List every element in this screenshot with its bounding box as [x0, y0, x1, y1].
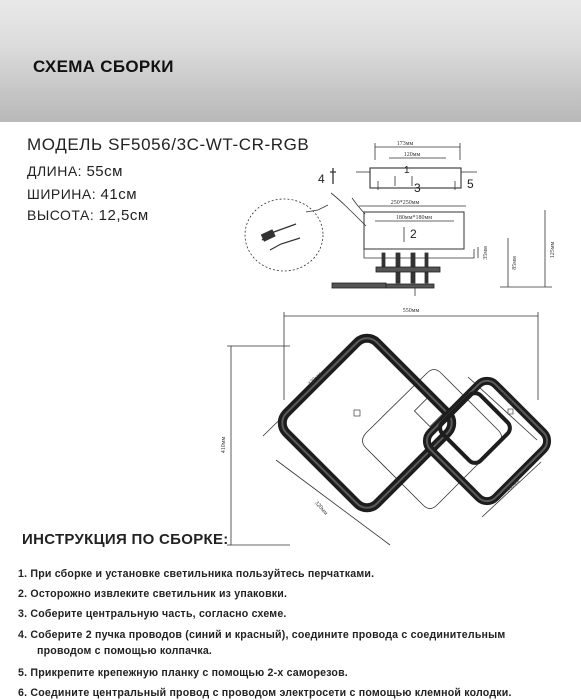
dim-label: 200мм — [505, 478, 522, 495]
callout-3: 3 — [414, 181, 421, 195]
spec-value: 12,5см — [98, 207, 149, 224]
dim-label: 200мм — [498, 391, 515, 408]
large-frame — [276, 332, 457, 513]
dim-label: 120мм — [403, 152, 421, 158]
step-text: 4. Соберите 2 пучка проводов (синий и красный), соедините провода с соединительным — [18, 629, 506, 641]
callout-2: 2 — [410, 227, 417, 241]
dim-label: 125мм — [550, 241, 556, 259]
model-title: МОДЕЛЬ SF5056/3C-WT-CR-RGB — [27, 135, 310, 154]
spec-label: ВЫСОТА: — [27, 207, 95, 223]
spec-value: 41см — [100, 186, 138, 203]
list-item: 3. Соберите центральную часть, согласно схеме. — [18, 608, 287, 620]
step-continuation: проводом с помощью колпачка. — [37, 645, 213, 657]
callout-4: 4 — [318, 172, 325, 186]
list-item: 6. Соедините центральный провод с проводом электросети с помощью клемной колодки. — [18, 687, 512, 699]
list-item: 2. Осторожно извлеките светильник из упаковки. — [18, 588, 288, 600]
dim-label: 410мм — [221, 436, 227, 454]
dim-label: 180мм*180мм — [395, 215, 433, 221]
dim-label: 250*250мм — [390, 200, 420, 206]
dim-label: 320мм — [307, 371, 324, 388]
spec-label: ДЛИНА: — [27, 163, 83, 179]
list-item: 1. При сборке и установке светильника пользуйтесь перчатками. — [18, 568, 375, 580]
instructions-title: ИНСТРУКЦИЯ ПО СБОРКЕ: — [22, 531, 229, 548]
spec-label: ШИРИНА: — [27, 186, 97, 202]
callout-1: 1 — [404, 165, 410, 176]
dim-label: 320мм — [312, 500, 329, 517]
dim-label: 35мм — [483, 246, 489, 260]
spec-value: 55см — [86, 163, 123, 180]
list-item: 5. Прикрепите крепежную планку с помощью 2-х саморезов. — [18, 667, 348, 679]
dim-label: 173мм — [396, 141, 414, 147]
page-title: СХЕМА СБОРКИ — [33, 57, 174, 76]
dim-label: 550мм — [402, 308, 420, 314]
callout-5: 5 — [467, 177, 474, 191]
list-item — [18, 629, 506, 657]
dim-label: 85мм — [512, 256, 518, 270]
